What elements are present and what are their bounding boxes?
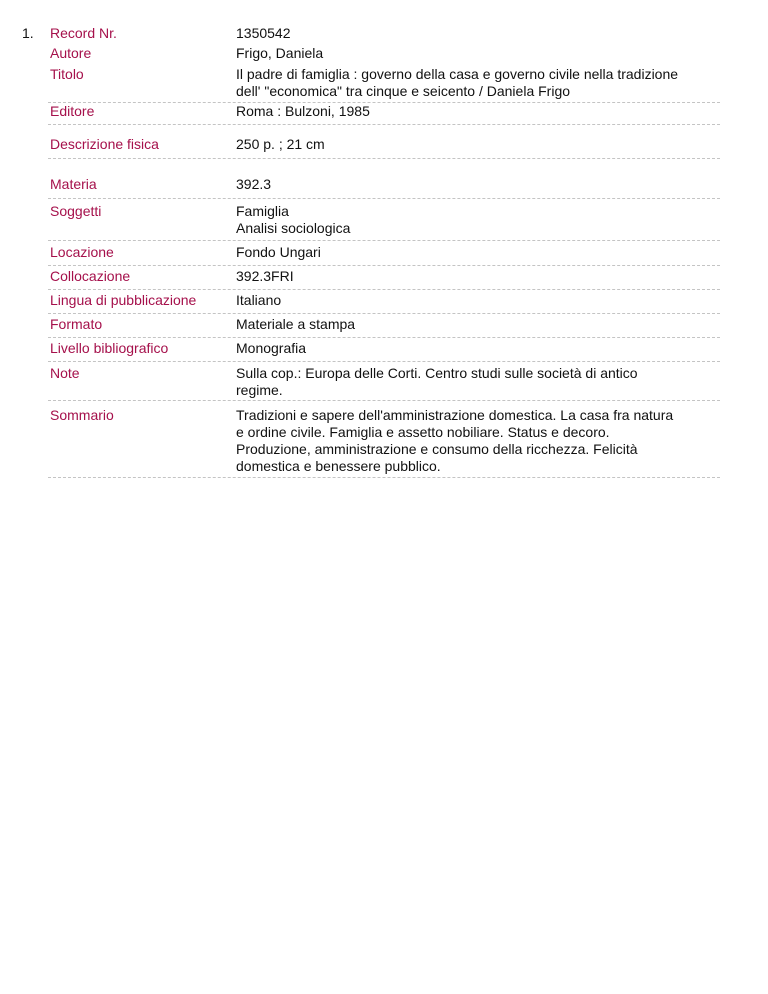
label-collocazione: Collocazione	[50, 268, 131, 284]
row-formato	[48, 314, 720, 338]
label-formato: Formato	[50, 316, 103, 332]
record-index: 1.	[22, 25, 34, 41]
label-livello: Livello bibliografico	[50, 340, 169, 356]
row-soggetti	[48, 199, 720, 241]
value-soggetti-line2: Analisi sociologica	[236, 220, 351, 236]
label-locazione: Locazione	[50, 244, 114, 260]
value-soggetti	[236, 203, 720, 237]
label-editore: Editore	[50, 103, 95, 119]
value-livello: Monografia	[236, 340, 307, 356]
value-collocazione: 392.3FRI	[236, 268, 294, 284]
value-descrizione-fisica: 250 p. ; 21 cm	[236, 136, 325, 152]
label-materia: Materia	[50, 176, 97, 192]
value-formato: Materiale a stampa	[236, 316, 356, 332]
value-lingua: Italiano	[236, 292, 282, 308]
value-autore: Frigo, Daniela	[236, 45, 324, 61]
value-note-line2: regime.	[236, 382, 283, 398]
value-sommario	[236, 407, 720, 475]
row-note	[48, 362, 720, 401]
value-sommario-line2: e ordine civile. Famiglia e assetto nobiliare. Status e decoro.	[236, 424, 610, 440]
row-locazione	[48, 241, 720, 266]
value-record-nr: 1350542	[236, 25, 291, 41]
row-titolo	[48, 66, 720, 103]
row-livello	[48, 338, 720, 362]
label-soggetti: Soggetti	[50, 203, 102, 219]
row-autore	[48, 45, 720, 66]
label-titolo: Titolo	[50, 66, 84, 82]
value-locazione: Fondo Ungari	[236, 244, 321, 260]
value-sommario-line4: domestica e benessere pubblico.	[236, 458, 441, 474]
label-note: Note	[50, 365, 80, 381]
value-materia: 392.3	[236, 176, 272, 192]
value-soggetti-line1: Famiglia	[236, 203, 289, 219]
row-materia	[48, 159, 720, 199]
row-descrizione-fisica	[48, 125, 720, 159]
row-editore	[48, 103, 720, 125]
label-autore: Autore	[50, 45, 92, 61]
label-record-nr: Record Nr.	[50, 25, 117, 41]
value-editore: Roma : Bulzoni, 1985	[236, 103, 370, 119]
label-lingua: Lingua di pubblicazione	[50, 292, 197, 308]
row-collocazione	[48, 266, 720, 290]
value-titolo	[236, 66, 720, 100]
value-sommario-line1: Tradizioni e sapere dell'amministrazione domestica. La casa fra natura	[236, 407, 674, 423]
row-record-nr	[48, 25, 720, 45]
value-titolo-line1: Il padre di famiglia : governo della casa e governo civile nella tradizione	[236, 66, 679, 82]
label-descrizione-fisica: Descrizione fisica	[50, 136, 159, 152]
row-sommario	[48, 401, 720, 478]
label-sommario: Sommario	[50, 407, 114, 423]
value-titolo-line2: dell' "economica" tra cinque e seicento / Daniela Frigo	[236, 83, 571, 99]
value-sommario-line3: Produzione, amministrazione e consumo della ricchezza. Felicità	[236, 441, 638, 457]
value-note	[236, 365, 720, 399]
value-note-line1: Sulla cop.: Europa delle Corti. Centro studi sulle società di antico	[236, 365, 638, 381]
record-table	[48, 25, 720, 478]
row-lingua	[48, 290, 720, 314]
